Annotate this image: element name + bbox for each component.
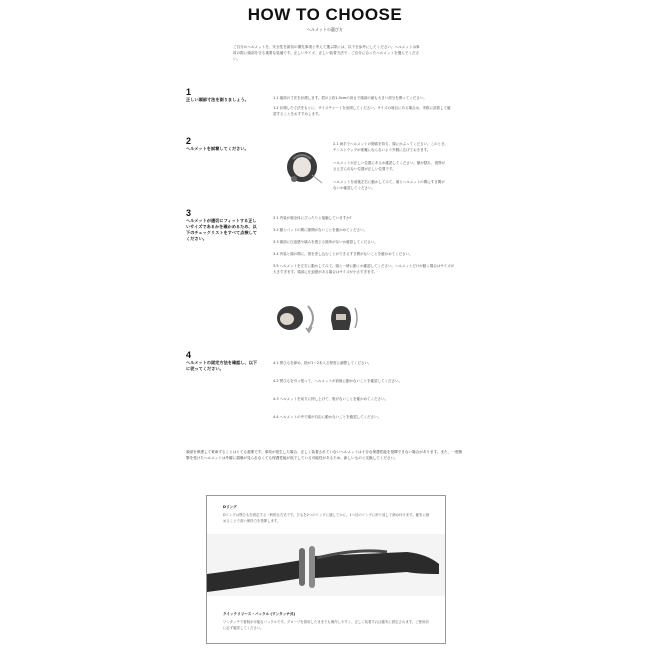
step-number: 3: [186, 208, 192, 218]
helmet-fitting-illustration: [282, 145, 332, 187]
step-3: [186, 209, 258, 242]
d-ring-description: Dリングは顎ひもを固定する一般的な方式です。ひもを2つのリングに通してから、1つ目のリングに折り返して締め付けます。確実に締めることで高い保持力を発揮します。: [223, 513, 430, 523]
page-title: HOW TO CHOOSE: [247, 5, 403, 24]
step-1: [186, 88, 258, 103]
helmet-rotation-illustration: [272, 300, 320, 336]
intro-text: ご自分のヘルメットを、安全性を最初の優先事項と考えて選ぶ際には、以下を参考にしてください。ヘルメットは事故の際に頭部を守る重要な装備です。正しいサイズ、正しい装着方法で、ご自分に合ったヘルメットを選んでください。: [233, 45, 420, 61]
step-3-line-5: 3.5 ヘルメットを左右に動かしてみて、頭と一緒に動くか確認してください。ヘルメットだけが動く場合はサイズが大きすぎます。頭部に圧迫感がある場合はサイズが小さすぎます。: [273, 264, 455, 274]
step-number: 1: [186, 87, 192, 97]
safety-notice: 頭部を保護して乗車することはとても重要です。事故が発生した場合、正しく装着されていないヘルメットは十分な保護性能を発揮できない場合があります。また、一度衝撃を受けたヘルメットは外観に損傷が見られなくても保護性能が低下している可能性があるため、新しいものと交換してください。: [186, 450, 463, 460]
step-heading: ヘルメットの固定方法を確認し、以下に従ってください。: [186, 360, 258, 371]
step-2-line-3: ヘルメットを前後左右に動かしてみて、頭とヘルメットの間にすき間がないか確認してください。: [333, 180, 445, 190]
d-ring-label: Dリング: [223, 505, 237, 509]
step-2-line-1: 2.1 両手でヘルメットの側面を持ち、頭にかぶってください。このとき、チンストラップが邪魔にならないよう外側に広げておきます。: [333, 142, 448, 152]
d-ring-strap-illustration: [207, 534, 445, 596]
step-3-line-2: 3.2 額とパッドの間に隙間がないことを確かめてください。: [273, 228, 368, 232]
step-4-line-1: 4.1 顎ひもを締め、指が1〜2本入る程度に調整してください。: [273, 361, 372, 365]
quick-release-label: クイックリリース・バックル (ワンタッチ式): [223, 612, 296, 616]
helmet-side-illustration: [323, 300, 359, 336]
step-3-line-3: 3.3 頭部に圧迫感や痛みを感じる箇所がないか確認してください。: [273, 240, 378, 244]
step-3-line-1: 3.1 内装が頬全体にぴったりと接触していますか?: [273, 216, 352, 220]
step-4: [186, 351, 258, 372]
step-heading: 正しい頭部寸法を測りましょう。: [186, 97, 249, 102]
step-4-line-4: 4.4 ヘルメットの中で頭が自由に動かないことを確認してください。: [273, 415, 382, 419]
step-2: [186, 137, 258, 152]
step-2-line-2: ヘルメットが正しい位置にあるか確認してください。額が隠れ、視界がさえぎられない位置が正しい位置です。: [333, 161, 446, 171]
step-1-line-1: 1.1 頭部の寸法を計測します。眉の上約1.5cmの高さで頭部の最も大きい部分を測ってください。: [273, 96, 427, 100]
step-4-line-2: 4.2 顎ひもを引っ張って、ヘルメットが前後に動かないことを確認してください。: [273, 379, 403, 383]
step-number: 4: [186, 350, 192, 360]
d-ring-info-box: [206, 495, 446, 644]
step-heading: ヘルメットを試着してください。: [186, 146, 249, 151]
step-3-line-4: 3.4 内装と頭の間に、指を差し込むことができるすき間がないことを確かめてください。: [273, 252, 413, 256]
quick-release-description: ワンタッチで着脱が可能なバックルです。グローブを着用したままでも操作しやすく、正しく装着すれば確実に固定されます。ご使用前に必ず確認してください。: [223, 620, 429, 630]
step-number: 2: [186, 136, 192, 146]
step-4-line-3: 4.3 ヘルメットを前方に押し上げて、脱げないことを確かめてください。: [273, 397, 389, 401]
page-subtitle: ヘルメットの選び方: [307, 27, 343, 32]
step-1-line-2: 1.2 計測した寸法をもとに、サイズチャートを参照してください。サイズの境目にある場合は、実際に試着して確認することをおすすめします。: [273, 106, 451, 116]
step-heading: ヘルメットが適切にフィットする正しいサイズであるかを確かめるため、以下のチェックリストをすべて点検してください。: [186, 218, 257, 241]
